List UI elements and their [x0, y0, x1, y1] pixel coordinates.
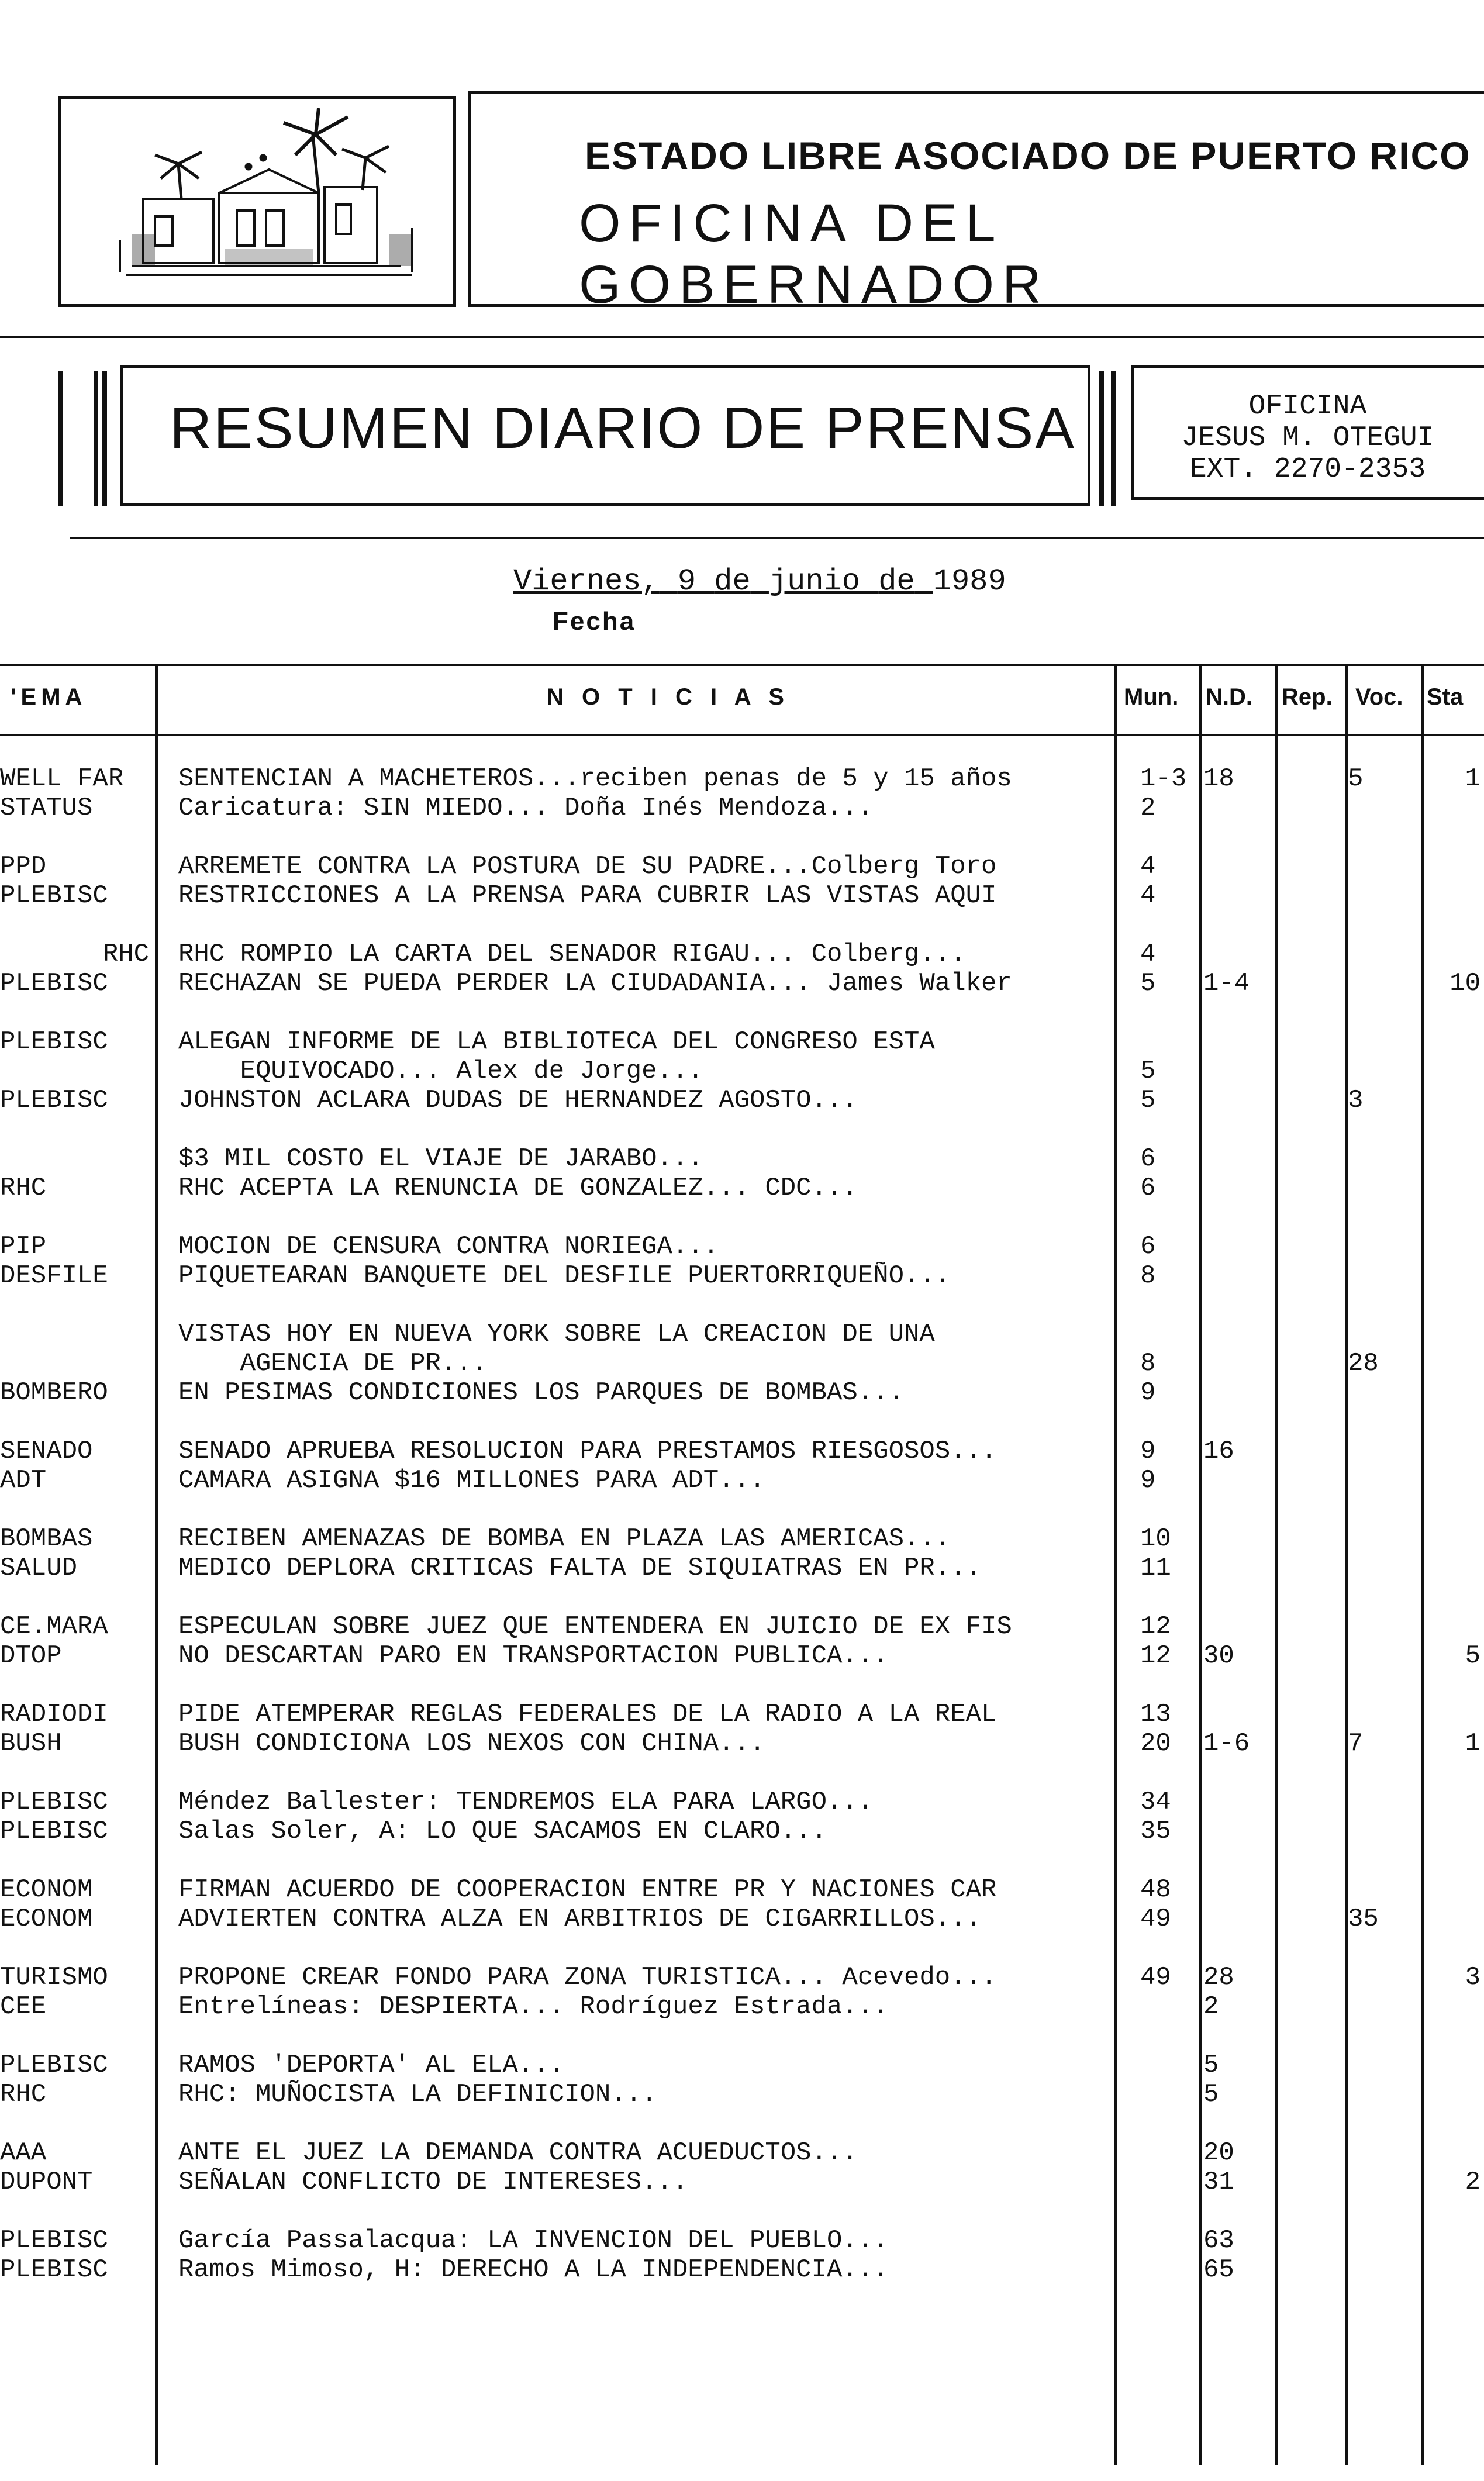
row-mun-cell: 6	[1140, 1174, 1156, 1202]
column-header-tema: 'EMA	[11, 684, 87, 710]
row-news-cell: ALEGAN INFORME DE LA BIBLIOTECA DEL CONGRESO ESTA	[178, 1028, 935, 1056]
row-news-cell: Salas Soler, A: LO QUE SACAMOS EN CLARO...	[178, 1817, 827, 1845]
row-tema-cell: PLEBISC	[0, 2227, 108, 2255]
row-mun-cell: 4	[1140, 853, 1156, 881]
row-news-cell: PIQUETEARAN BANQUETE DEL DESFILE PUERTORRIQUEÑO...	[178, 1262, 951, 1290]
row-mun-cell: 2	[1140, 794, 1156, 822]
divider	[0, 336, 1484, 338]
row-nd-cell: 1-4	[1203, 969, 1250, 998]
row-tema-cell: WELL FAR	[0, 765, 124, 793]
row-tema-cell: PLEBISC	[0, 882, 108, 910]
column-rule-tema	[155, 664, 158, 2465]
column-rule-rep	[1345, 664, 1348, 2465]
row-nd-cell: 65	[1203, 2256, 1234, 2284]
row-tema-cell: STATUS	[0, 794, 93, 822]
row-mun-cell: 34	[1140, 1788, 1171, 1816]
row-tema-cell: PLEBISC	[0, 2256, 108, 2284]
row-mun-cell: 48	[1140, 1876, 1171, 1904]
row-tema-cell: CE.MARA	[0, 1613, 108, 1641]
date-weekday: Viernes,	[513, 564, 660, 599]
row-tema-cell: PLEBISC	[0, 2051, 108, 2079]
row-news-cell: Caricatura: SIN MIEDO... Doña Inés Mendoza...	[178, 794, 874, 822]
row-tema-cell: ECONOM	[0, 1876, 93, 1904]
row-news-cell: García Passalacqua: LA INVENCION DEL PUEBLO...	[178, 2227, 889, 2255]
row-voc-cell: 7	[1348, 1730, 1364, 1758]
table-top-rule	[0, 664, 1484, 666]
row-mun-cell: 5	[1140, 1057, 1156, 1085]
row-voc-cell: 5	[1348, 765, 1364, 793]
row-news-cell: VISTAS HOY EN NUEVA YORK SOBRE LA CREACION DE UNA	[178, 1320, 935, 1348]
divider	[70, 537, 1484, 539]
row-news-cell: JOHNSTON ACLARA DUDAS DE HERNANDEZ AGOSTO...	[178, 1086, 858, 1114]
row-tema-cell: TURISMO	[0, 1964, 108, 1992]
row-sta-cell: 10	[1450, 969, 1480, 998]
row-news-cell: RESTRICCIONES A LA PRENSA PARA CUBRIR LAS VISTAS AQUI	[178, 882, 997, 910]
row-mun-cell: 10	[1140, 1525, 1171, 1553]
emblem-frame	[58, 96, 456, 307]
row-voc-cell: 35	[1348, 1905, 1379, 1933]
row-tema-cell: RHC	[0, 2080, 47, 2109]
row-news-cell: PIDE ATEMPERAR REGLAS FEDERALES DE LA RADIO A LA REAL	[178, 1700, 997, 1728]
date-day: 9	[677, 564, 696, 599]
row-nd-cell: 20	[1203, 2139, 1234, 2167]
row-tema-cell: PIP	[0, 1233, 47, 1261]
office-extension: EXT. 2270-2353	[1189, 454, 1426, 485]
row-tema-cell: PLEBISC	[0, 1788, 108, 1816]
row-tema-cell: RADIODI	[0, 1700, 108, 1728]
row-tema-cell: RHC	[0, 1174, 47, 1202]
date-de: de	[714, 564, 751, 599]
row-news-cell: EN PESIMAS CONDICIONES LOS PARQUES DE BOMBAS...	[178, 1379, 905, 1407]
bar-left-2	[94, 371, 98, 506]
row-tema-cell: DUPONT	[0, 2168, 93, 2196]
row-mun-cell: 9	[1140, 1379, 1156, 1407]
row-mun-cell: 20	[1140, 1730, 1171, 1758]
row-tema-cell: DESFILE	[0, 1262, 108, 1290]
row-tema-cell: PLEBISC	[0, 1086, 108, 1114]
row-mun-cell: 4	[1140, 882, 1156, 910]
row-news-cell: ANTE EL JUEZ LA DEMANDA CONTRA ACUEDUCTOS...	[178, 2139, 858, 2167]
date-year: 1989	[933, 564, 1006, 599]
row-tema-cell: PLEBISC	[0, 1028, 108, 1056]
row-tema-cell: PLEBISC	[0, 969, 108, 998]
bar-right-2	[1111, 371, 1116, 506]
row-news-cell: RECHAZAN SE PUEDA PERDER LA CIUDADANIA... James Walker	[178, 969, 1012, 998]
column-header-noticias: N O T I C I A S	[547, 684, 790, 710]
row-tema-cell: ECONOM	[0, 1905, 93, 1933]
office-contact-name: JESUS M. OTEGUI	[1181, 422, 1434, 454]
row-news-cell: CAMARA ASIGNA $16 MILLONES PARA ADT...	[178, 1466, 765, 1495]
row-news-cell: RHC ACEPTA LA RENUNCIA DE GONZALEZ... CDC...	[178, 1174, 858, 1202]
row-mun-cell: 11	[1140, 1554, 1171, 1582]
row-news-cell: Méndez Ballester: TENDREMOS ELA PARA LARGO...	[178, 1788, 874, 1816]
office-title: OFICINA DEL GOBERNADOR	[579, 194, 1050, 315]
column-header-sta: Sta	[1427, 684, 1464, 710]
column-header-rep: Rep.	[1282, 684, 1333, 710]
column-header-nd: N.D.	[1206, 684, 1252, 710]
row-news-cell: MEDICO DEPLORA CRITICAS FALTA DE SIQUIATRAS EN PR...	[178, 1554, 982, 1582]
row-news-cell: Entrelíneas: DESPIERTA... Rodríguez Estrada...	[178, 1993, 889, 2021]
row-tema-cell: DTOP	[0, 1642, 62, 1670]
state-title: ESTADO LIBRE ASOCIADO DE PUERTO RICO	[585, 134, 1471, 177]
row-news-cell: RHC ROMPIO LA CARTA DEL SENADOR RIGAU... Colberg...	[178, 940, 966, 968]
row-nd-cell: 5	[1203, 2080, 1219, 2109]
row-news-cell: RHC: MUÑOCISTA LA DEFINICION...	[178, 2080, 657, 2109]
row-tema-cell: PPD	[0, 853, 47, 881]
row-news-cell: BUSH CONDICIONA LOS NEXOS CON CHINA...	[178, 1730, 765, 1758]
row-sta-cell: 5	[1465, 1642, 1480, 1670]
row-mun-cell: 4	[1140, 940, 1156, 968]
row-mun-cell: 35	[1140, 1817, 1171, 1845]
row-news-cell: FIRMAN ACUERDO DE COOPERACION ENTRE PR Y NACIONES CAR	[178, 1876, 997, 1904]
row-nd-cell: 16	[1203, 1437, 1234, 1465]
column-rule-mun	[1199, 664, 1202, 2465]
column-header-mun: Mun.	[1124, 684, 1179, 710]
row-nd-cell: 18	[1203, 765, 1234, 793]
row-news-cell: NO DESCARTAN PARO EN TRANSPORTACION PUBLICA...	[178, 1642, 889, 1670]
row-mun-cell: 12	[1140, 1613, 1171, 1641]
row-tema-cell: BUSH	[0, 1730, 62, 1758]
row-mun-cell: 6	[1140, 1145, 1156, 1173]
row-news-cell: AGENCIA DE PR...	[178, 1350, 488, 1378]
row-sta-cell: 1	[1465, 765, 1480, 793]
row-mun-cell: 1-3	[1140, 765, 1187, 793]
office-label: OFICINA	[1248, 391, 1367, 422]
row-news-cell: PROPONE CREAR FONDO PARA ZONA TURISTICA... Acevedo...	[178, 1964, 997, 1992]
row-news-cell: SENADO APRUEBA RESOLUCION PARA PRESTAMOS RIESGOSOS...	[178, 1437, 997, 1465]
row-news-cell: ARREMETE CONTRA LA POSTURA DE SU PADRE...Colberg Toro	[178, 853, 997, 881]
row-news-cell: RAMOS 'DEPORTA' AL ELA...	[178, 2051, 565, 2079]
row-tema-cell: SENADO	[0, 1437, 93, 1465]
row-mun-cell: 5	[1140, 969, 1156, 998]
row-sta-cell: 3	[1465, 1964, 1480, 1992]
row-mun-cell: 12	[1140, 1642, 1171, 1670]
row-news-cell: $3 MIL COSTO EL VIAJE DE JARABO...	[178, 1145, 703, 1173]
row-mun-cell: 49	[1140, 1905, 1171, 1933]
row-tema-cell: ADT	[0, 1466, 47, 1495]
row-news-cell: SENTENCIAN A MACHETEROS...reciben penas de 5 y 15 años	[178, 765, 1012, 793]
column-header-voc: Voc.	[1355, 684, 1403, 710]
row-news-cell: Ramos Mimoso, H: DERECHO A LA INDEPENDENCIA...	[178, 2256, 889, 2284]
row-voc-cell: 3	[1348, 1086, 1364, 1114]
row-tema-cell: CEE	[0, 1993, 47, 2021]
row-mun-cell: 8	[1140, 1262, 1156, 1290]
row-nd-cell: 1-6	[1203, 1730, 1250, 1758]
row-nd-cell: 2	[1203, 1993, 1219, 2021]
row-tema-cell: SALUD	[0, 1554, 78, 1582]
row-news-cell: RECIBEN AMENAZAS DE BOMBA EN PLAZA LAS AMERICAS...	[178, 1525, 951, 1553]
row-voc-cell: 28	[1348, 1350, 1379, 1378]
table-header-rule	[0, 734, 1484, 736]
row-nd-cell: 63	[1203, 2227, 1234, 2255]
row-mun-cell: 5	[1140, 1086, 1156, 1114]
row-news-cell: ESPECULAN SOBRE JUEZ QUE ENTENDERA EN JUICIO DE EX FIS	[178, 1613, 1012, 1641]
row-tema-cell: PLEBISC	[0, 1817, 108, 1845]
column-rule-noticias	[1114, 664, 1117, 2465]
bar-left-3	[102, 371, 107, 506]
row-tema-cell: RHC	[102, 940, 149, 968]
row-sta-cell: 2	[1465, 2168, 1480, 2196]
row-sta-cell: 1	[1465, 1730, 1480, 1758]
date-de: de	[878, 564, 915, 599]
row-mun-cell: 13	[1140, 1700, 1171, 1728]
date-line	[513, 564, 1006, 599]
row-news-cell: MOCION DE CENSURA CONTRA NORIEGA...	[178, 1233, 719, 1261]
row-nd-cell: 28	[1203, 1964, 1234, 1992]
fortaleza-emblem-icon	[61, 99, 453, 304]
row-mun-cell: 9	[1140, 1466, 1156, 1495]
row-nd-cell: 31	[1203, 2168, 1234, 2196]
row-news-cell: SEÑALAN CONFLICTO DE INTERESES...	[178, 2168, 688, 2196]
row-tema-cell: BOMBAS	[0, 1525, 93, 1553]
date-label: Fecha	[553, 607, 636, 636]
summary-title: RESUMEN DIARIO DE PRENSA	[170, 395, 1076, 461]
row-nd-cell: 5	[1203, 2051, 1219, 2079]
bar-left-1	[58, 371, 63, 506]
row-tema-cell: AAA	[0, 2139, 47, 2167]
row-tema-cell: BOMBERO	[0, 1379, 108, 1407]
row-news-cell: EQUIVOCADO... Alex de Jorge...	[178, 1057, 703, 1085]
row-mun-cell: 9	[1140, 1437, 1156, 1465]
row-nd-cell: 30	[1203, 1642, 1234, 1670]
row-mun-cell: 49	[1140, 1964, 1171, 1992]
column-rule-nd	[1275, 664, 1278, 2465]
bar-right-1	[1099, 371, 1104, 506]
row-mun-cell: 8	[1140, 1350, 1156, 1378]
row-mun-cell: 6	[1140, 1233, 1156, 1261]
row-news-cell: ADVIERTEN CONTRA ALZA EN ARBITRIOS DE CIGARRILLOS...	[178, 1905, 982, 1933]
date-month: junio	[768, 564, 860, 599]
